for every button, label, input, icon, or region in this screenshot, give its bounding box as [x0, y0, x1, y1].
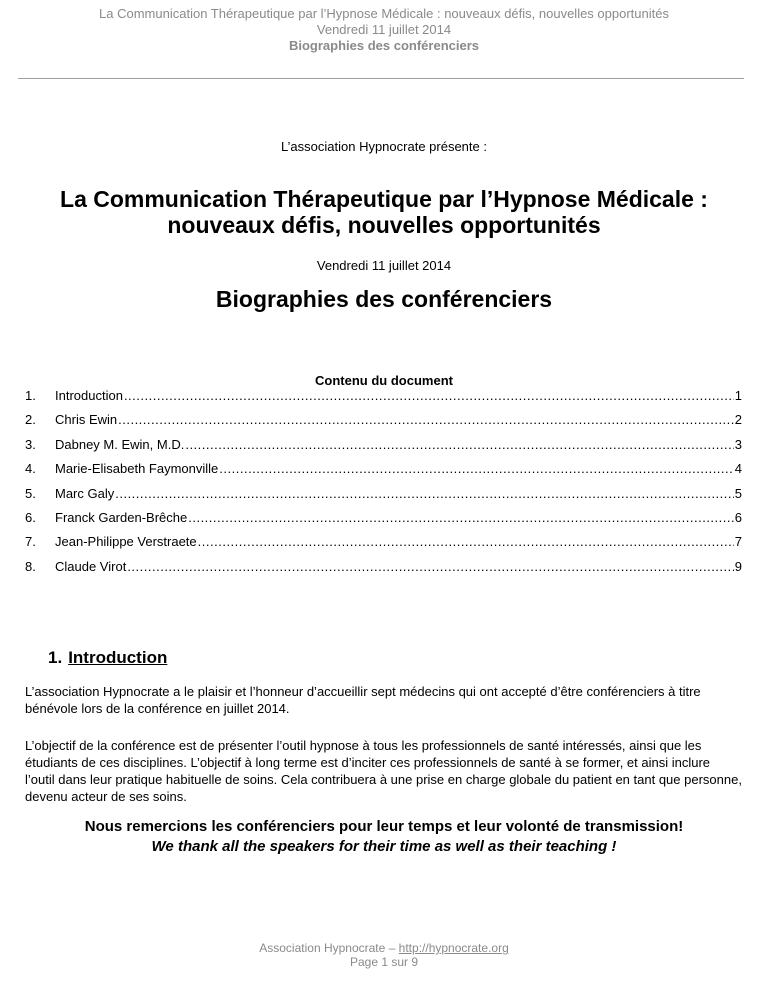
- event-date: Vendredi 11 juillet 2014: [316, 258, 452, 273]
- toc-page: 4: [734, 461, 742, 477]
- page-footer: [0, 941, 768, 969]
- toc-leader: [127, 559, 733, 574]
- toc-number: 2.: [25, 412, 36, 428]
- toc-entry-garden-breche[interactable]: [25, 510, 742, 534]
- header-divider: [18, 78, 744, 79]
- bio-heading: Biographies des conférenciers: [215, 286, 553, 312]
- toc-label: Introduction: [55, 388, 123, 403]
- toc-entry-verstraete[interactable]: [25, 534, 742, 558]
- section-title: Introduction: [68, 648, 168, 667]
- toc-entry-claude-virot[interactable]: [25, 559, 742, 583]
- toc-label: Claude Virot: [55, 558, 127, 574]
- toc-title: Contenu du document: [315, 373, 453, 388]
- toc-number: 4.: [25, 461, 36, 477]
- toc-label: Jean-Philippe Verstraete: [55, 534, 197, 550]
- thanks-french: Nous remercions les conférenciers pour leur temps et leur volonté de transmission!: [84, 818, 684, 835]
- toc-entry-chris-ewin[interactable]: [25, 412, 742, 436]
- footer-page-number: Page 1 sur 9: [349, 955, 419, 969]
- toc-entry-introduction[interactable]: [25, 388, 742, 412]
- footer-org: Association Hypnocrate –: [259, 941, 396, 955]
- toc-leader: [188, 510, 734, 525]
- section-heading-introduction: [48, 648, 167, 668]
- toc-leader: [198, 534, 734, 549]
- toc-page: 1: [734, 388, 742, 403]
- toc-page: 2: [734, 412, 742, 428]
- toc-label: Chris Ewin: [55, 412, 118, 428]
- toc-number: 6.: [25, 509, 36, 525]
- thanks-block: [0, 817, 768, 857]
- toc-number: 8.: [25, 558, 36, 574]
- toc-leader: [185, 437, 733, 452]
- toc-leader: [115, 486, 734, 501]
- header-subtitle: Biographies des conférenciers: [288, 38, 479, 53]
- toc-label: Marie-Elisabeth Faymonville: [55, 461, 219, 477]
- presents-line: L’association Hypnocrate présente :: [281, 139, 487, 154]
- toc-entry-dabney-ewin[interactable]: [25, 437, 742, 461]
- toc-page: 9: [734, 558, 742, 574]
- toc-label: Marc Galy: [55, 485, 115, 501]
- toc-leader: [219, 461, 733, 476]
- thanks-english: We thank all the speakers for their time as well as their teaching !: [151, 838, 617, 855]
- toc-page: 5: [734, 485, 742, 501]
- table-of-contents: [25, 388, 742, 583]
- title-line-2: nouveaux défis, nouvelles opportunités: [167, 212, 601, 238]
- toc-number: 3.: [25, 436, 36, 452]
- toc-page: 3: [734, 436, 742, 452]
- page-header: [0, 6, 768, 54]
- toc-page: 6: [734, 509, 742, 525]
- section-number: 1.: [48, 648, 63, 667]
- toc-number: 7.: [25, 534, 36, 550]
- header-date: Vendredi 11 juillet 2014: [316, 22, 452, 37]
- toc-label: Franck Garden-Brêche: [55, 509, 188, 525]
- title-line-1: La Communication Thérapeutique par l’Hypnose Médicale :: [60, 186, 708, 212]
- toc-entry-faymonville[interactable]: [25, 461, 742, 485]
- intro-paragraph-2: L’objectif de la conférence est de présenter l’outil hypnose à tous les professionnels de santé intéressés, ainsi que les étudiants de ces disciplines. L’objectif à long terme est d’inciter ces professionnels de santé à se former, et ainsi inclure l’outil dans leur pratique habituelle de soins. Cela contribuera à une prise en charge globale du patient en tant que personne, devenu acteur de ses soins.: [25, 738, 742, 804]
- toc-number: 5.: [25, 485, 36, 501]
- document-title: [0, 186, 768, 238]
- toc-label: Dabney M. Ewin, M.D.: [55, 436, 185, 452]
- intro-paragraph-1: L’association Hypnocrate a le plaisir et l’honneur d’accueillir sept médecins qui ont accepté d’être conférenciers à titre bénévole lors de la conférence en juillet 2014.: [25, 684, 701, 716]
- toc-page: 7: [734, 534, 742, 550]
- toc-number: 1.: [25, 388, 36, 403]
- footer-website-link[interactable]: http://hypnocrate.org: [398, 941, 509, 955]
- footer-org-line: [0, 941, 768, 955]
- toc-leader: [124, 388, 734, 403]
- toc-entry-marc-galy[interactable]: [25, 486, 742, 510]
- toc-leader: [118, 412, 734, 427]
- header-title: La Communication Thérapeutique par l’Hypnose Médicale : nouveaux défis, nouvelles opportunités: [99, 6, 669, 21]
